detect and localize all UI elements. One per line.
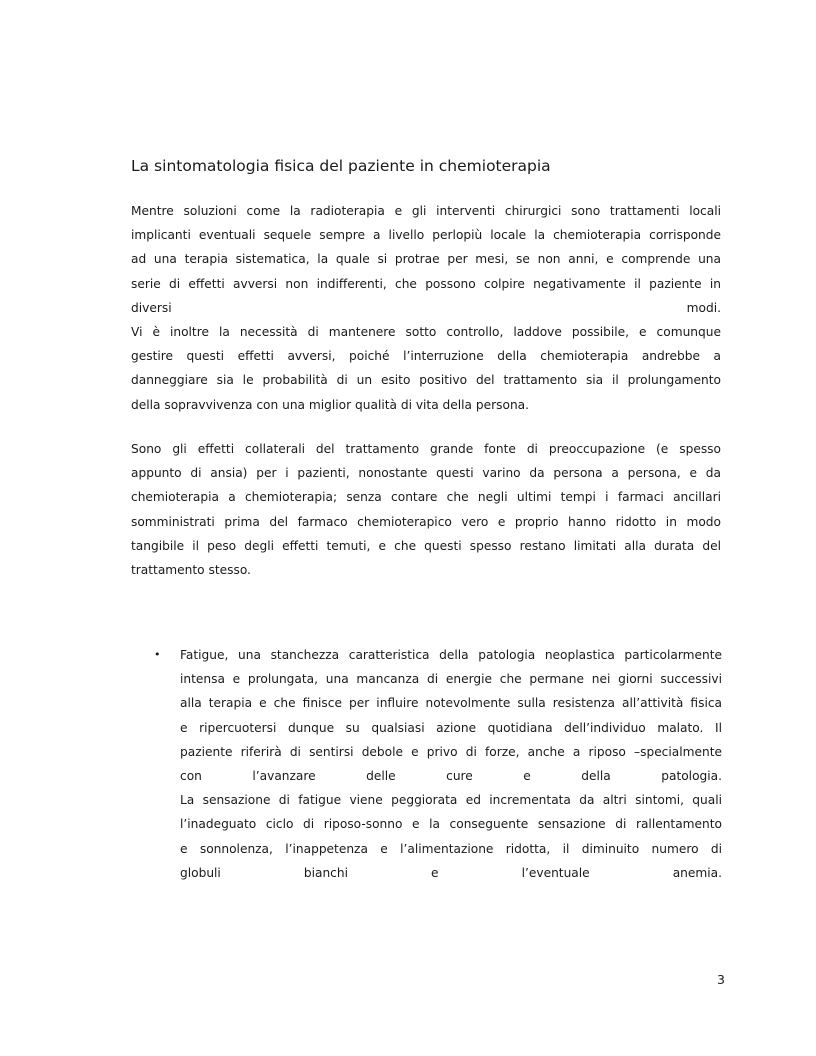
paragraph-line: chemioterapia a chemioterapia; senza contare che negli ultimi tempi i farmaci ancillari — [131, 490, 721, 505]
paragraph-1 — [131, 199, 721, 417]
paragraph-line: somministrati prima del farmaco chemioterapico vero e proprio hanno ridotto in modo — [131, 514, 721, 529]
paragraph-line: implicanti eventuali sequele sempre a livello perlopiù locale la chemioterapia corrisponde — [131, 228, 721, 243]
bullet-line: alla terapia e che finisce per influire notevolmente sulla resistenza all’attività fisica — [180, 696, 722, 711]
bullet-line: paziente riferirà di sentirsi debole e privo di forze, anche a riposo –specialmente — [180, 744, 722, 759]
paragraph-line: diversi modi. — [131, 300, 721, 315]
paragraph-line: Vi è inoltre la necessità di mantenere sotto controllo, laddove possibile, e comunque — [131, 325, 721, 340]
paragraph-line: serie di effetti avversi non indifferenti, che possono colpire negativamente il paziente in — [131, 276, 721, 291]
bullet-marker: • — [154, 648, 161, 661]
paragraph-line: gestire questi effetti avversi, poiché l’interruzione della chemioterapia andrebbe a — [131, 349, 721, 364]
paragraph-line: Mentre soluzioni come la radioterapia e gli interventi chirurgici sono trattamenti locali — [131, 204, 721, 218]
bullet-line: Fatigue, una stanchezza caratteristica della patologia neoplastica particolarmente — [180, 648, 722, 662]
paragraph-line: appunto di ansia) per i pazienti, nonostante questi varino da persona a persona, e da — [131, 466, 721, 481]
paragraph-line: trattamento stesso. — [131, 563, 251, 578]
page-title: La sintomatologia fisica del paziente in chemioterapia — [131, 157, 551, 175]
paragraph-line: tangibile il peso degli effetti temuti, e che questi spesso restano limitati alla durata del — [131, 538, 721, 553]
bullet-line: con l’avanzare delle cure e della patologia. — [180, 769, 722, 784]
paragraph-2 — [131, 437, 721, 582]
paragraph-line: della sopravvivenza con una miglior qualità di vita della persona. — [131, 397, 530, 412]
paragraph-line: Sono gli effetti collaterali del trattamento grande fonte di preoccupazione (e spesso — [131, 442, 721, 456]
bullet-line: e ripercuotersi dunque su qualsiasi azione quotidiana dell’individuo malato. Il — [180, 720, 722, 735]
paragraph-line: danneggiare sia le probabilità di un esito positivo del trattamento sia il prolungamento — [131, 373, 721, 388]
bullet-line: La sensazione di fatigue viene peggiorata ed incrementata da altri sintomi, quali — [180, 793, 722, 808]
bullet-line: e sonnolenza, l’inappetenza e l’alimentazione ridotta, il diminuito numero di — [180, 841, 722, 856]
list-item — [154, 643, 722, 885]
bullet-line: globuli bianchi e l’eventuale anemia. — [180, 865, 722, 880]
page-number: 3 — [717, 972, 725, 987]
paragraph-line: ad una terapia sistematica, la quale si protrae per mesi, se non anni, e comprende una — [131, 252, 721, 267]
bullet-list — [154, 643, 722, 885]
bullet-line: intensa e prolungata, una mancanza di energie che permane nei giorni successivi — [180, 672, 722, 687]
bullet-line: l’inadeguato ciclo di riposo-sonno e la conseguente sensazione di rallentamento — [180, 817, 722, 832]
